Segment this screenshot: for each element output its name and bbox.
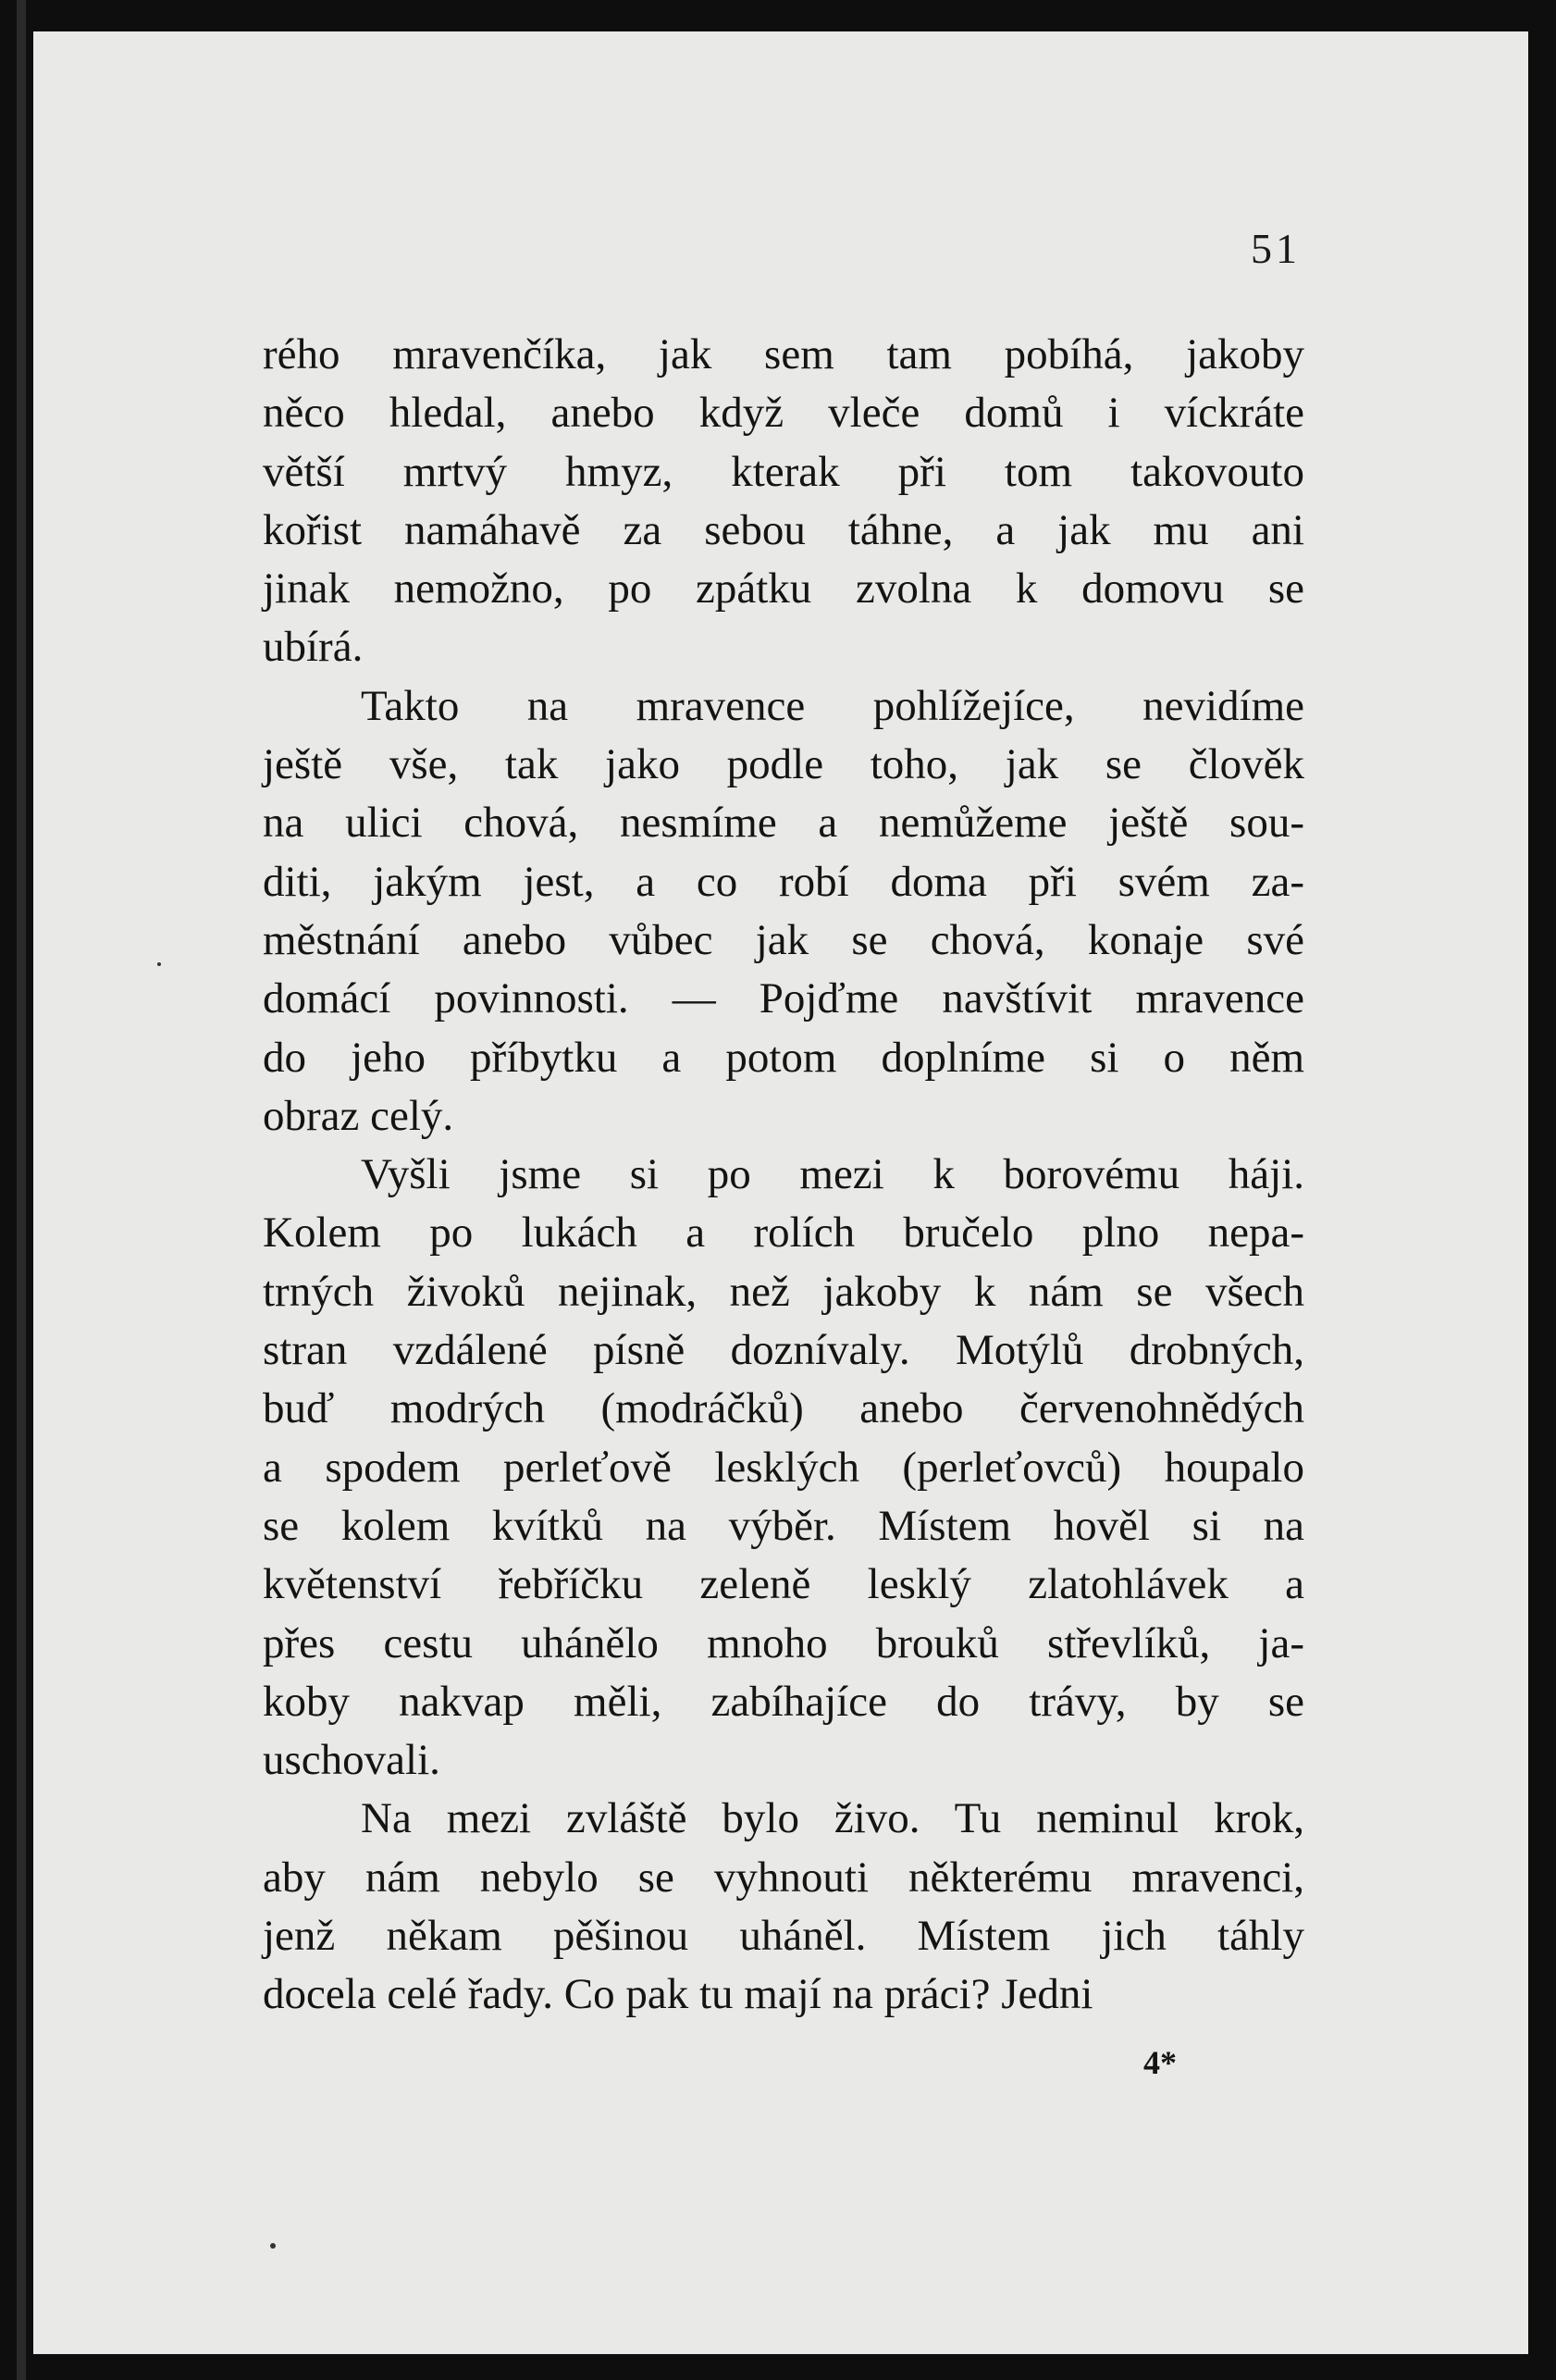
text-line: městnání anebo vůbec jak se chová, konaje své	[263, 915, 1304, 964]
text-line: kořist namáhavě za sebou táhne, a jak mu ani	[263, 505, 1304, 554]
text-line: a spodem perleťově lesklých (perleťovců) houpalo	[263, 1443, 1304, 1492]
text-line: přes cestu uhánělo mnoho brouků střevlíků, ja-	[263, 1618, 1304, 1667]
text-line: jenž někam pěšinou uháněl. Místem jich táhly	[263, 1912, 1304, 1961]
text-line: na ulici chová, nesmíme a nemůžeme ještě sou-	[263, 799, 1304, 848]
text-line: buď modrých (modráčků) anebo červenohnědých	[263, 1384, 1304, 1433]
text-line: uschovali.	[263, 1736, 440, 1785]
text-line: jinak nemožno, po zpátku zvolna k domovu se	[263, 564, 1304, 614]
dust-speck	[157, 962, 161, 966]
text-line: domácí povinnosti. — Pojďme navštívit mravence	[263, 974, 1304, 1023]
text-line: rého mravenčíka, jak sem tam pobíhá, jakoby	[263, 330, 1304, 378]
paragraph	[263, 326, 1304, 677]
text-line: diti, jakým jest, a co robí doma při svém za-	[263, 857, 1304, 906]
text-line: do jeho příbytku a potom doplníme si o něm	[263, 1033, 1304, 1082]
paragraph	[263, 1790, 1304, 2024]
text-line: ještě vše, tak jako podle toho, jak se člověk	[263, 740, 1304, 789]
body-text	[263, 326, 1304, 2025]
text-line: stran vzdálené písně doznívaly. Motýlů drobných,	[263, 1326, 1304, 1375]
dust-speck	[270, 2243, 276, 2249]
text-line: Na mezi zvláště bylo živo. Tu neminul krok,	[361, 1794, 1304, 1843]
paragraph	[263, 1146, 1304, 1790]
text-line: aby nám nebylo se vyhnouti některému mravenci,	[263, 1853, 1304, 1902]
text-line: něco hledal, anebo když vleče domů i víckráte	[263, 389, 1304, 438]
text-line: ubírá.	[263, 623, 364, 672]
text-line: koby nakvap měli, zabíhajíce do trávy, by se	[263, 1677, 1304, 1726]
book-spine-edge	[17, 0, 26, 2380]
text-line: Takto na mravence pohlížejíce, nevidíme	[361, 681, 1304, 730]
text-line: květenství řebříčku zeleně lesklý zlatohlávek a	[263, 1560, 1304, 1609]
text-line: Kolem po lukách a rolích bručelo plno nepa-	[263, 1209, 1304, 1258]
text-line: větší mrtvý hmyz, kterak při tom takovouto	[263, 447, 1304, 496]
text-line: obraz celý.	[263, 1091, 454, 1140]
text-line: se kolem kvítků na výběr. Místem hověl si na	[263, 1501, 1304, 1550]
page-number: 51	[1251, 225, 1301, 272]
paragraph	[263, 677, 1304, 1146]
printer-signature-mark: 4*	[1143, 2044, 1177, 2081]
text-line: docela celé řady. Co pak tu mají na práci? Jedni	[263, 1970, 1093, 2019]
text-line: trných živoků nejinak, než jakoby k nám se všech	[263, 1267, 1304, 1316]
text-line: Vyšli jsme si po mezi k borovému háji.	[361, 1150, 1304, 1199]
